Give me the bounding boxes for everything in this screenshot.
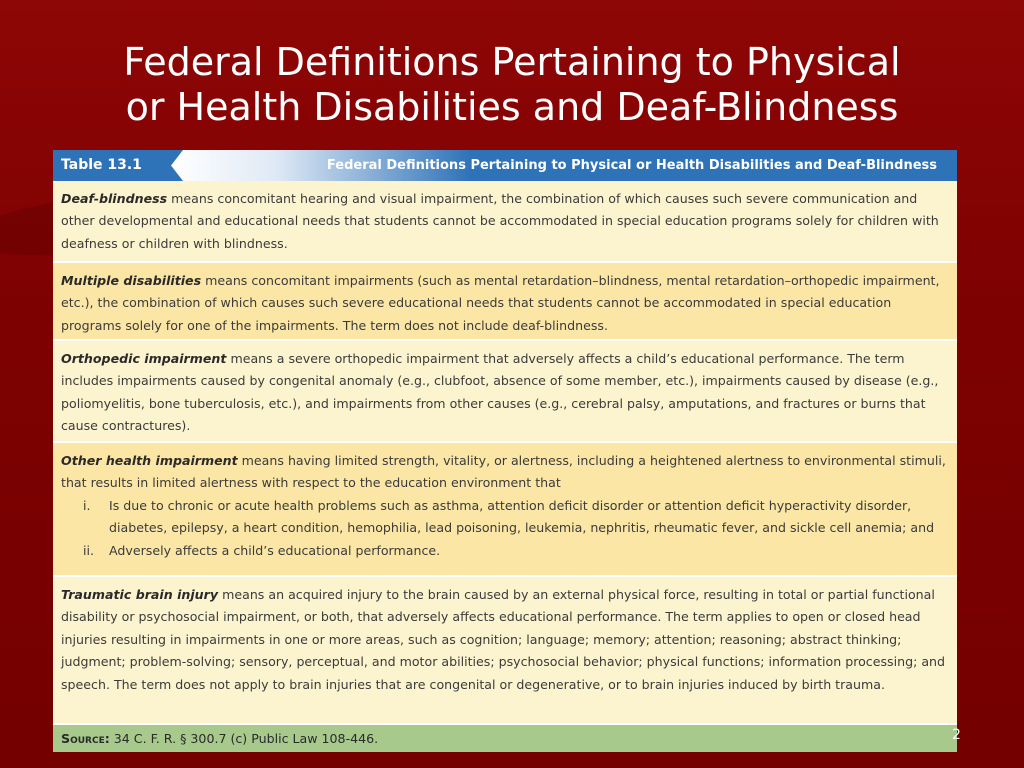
table-source [53,725,957,752]
table-label: Table 13.1 [53,150,171,181]
list-item-number: ii. [83,542,95,558]
term-traumatic-brain-injury: Traumatic brain injury [61,587,219,602]
definition-traumatic-brain-injury: means an acquired injury to the brain caused by an external physical force, resulting in total or partial functional disability or psychosocial impairment, or both, that adversely affects educational performance. The term applies to open or closed head injuries resulting in impairments in one or more areas, such as cognition; language; memory; attention; reasoning; abstract thinking; judgment; problem-solving; sensory, perceptual, and motor abilities; psychosocial behavior; physical functions; information processing; and speech. The term does not apply to brain injuries that are congenital or degenerative, or to brain injuries induced by birth trauma. [61,587,946,692]
definition-other-health-impairment: means having limited strength, vitality, or alertness, including a heightened alertness to environmental stimuli, that results in limited alertness with respect to the education environment that [61,453,946,491]
term-other-health-impairment: Other health impairment [61,453,238,468]
source-text: 34 C. F. R. § 300.7 (c) Public Law 108-446. [109,731,379,746]
term-deaf-blindness: Deaf-blindness [61,191,168,206]
table-row-orthopedic-impairment [53,341,957,443]
source-label: Source: [61,731,110,746]
slide-title [40,40,984,130]
definition-deaf-blindness: means concomitant hearing and visual impairment, the combination of which causes such severe communication and other developmental and educational needs that students cannot be accommodated in special education programs solely for children with deafness or children with blindness. [61,191,939,251]
list-item-text: Adversely affects a child’s educational performance. [109,542,441,558]
table-row-deaf-blindness [53,181,957,263]
list-item [61,540,951,562]
list-item-text: Is due to chronic or acute health problems such as asthma, attention deficit disorder or attention deficit hyperactivity disorder, diabetes, epilepsy, a heart condition, hemophilia, lead poisoning, leukemia, nephritis, rheumatic fever, and sickle cell anemia; and [109,497,935,536]
definition-multiple-disabilities: means concomitant impairments (such as mental retardation–blindness, mental retardation–orthopedic impairment, etc.), the combination of which causes such severe educational needs that students cannot be accommodated in special education programs solely for one of the impairments. The term does not include deaf-blindness. [61,273,940,333]
definitions-table [53,150,957,752]
table-header [53,150,957,181]
list-item [61,495,951,540]
page-number: 2 [952,727,961,743]
table-row-other-health-impairment [53,443,957,577]
slide-title-line-2: or Health Disabilities and Deaf-Blindness [125,85,899,129]
table-title: Federal Definitions Pertaining to Physical or Health Disabilities and Deaf-Blindness [326,158,937,173]
term-orthopedic-impairment: Orthopedic impairment [61,351,227,366]
definition-orthopedic-impairment: means a severe orthopedic impairment that adversely affects a child’s educational performance. The term includes impairments caused by congenital anomaly (e.g., clubfoot, absence of some member, etc.), impairments caused by disease (e.g., poliomyelitis, bone tuberculosis, etc.), and impairments from other causes (e.g., cerebral palsy, amputations, and fractures or burns that cause contractures). [61,351,939,434]
term-multiple-disabilities: Multiple disabilities [61,273,202,288]
table-row-multiple-disabilities [53,263,957,341]
slide-title-line-1: Federal Definitions Pertaining to Physical [123,40,901,84]
list-item-number: i. [83,497,91,513]
table-row-traumatic-brain-injury [53,577,957,725]
other-health-impairment-intro [61,450,951,495]
